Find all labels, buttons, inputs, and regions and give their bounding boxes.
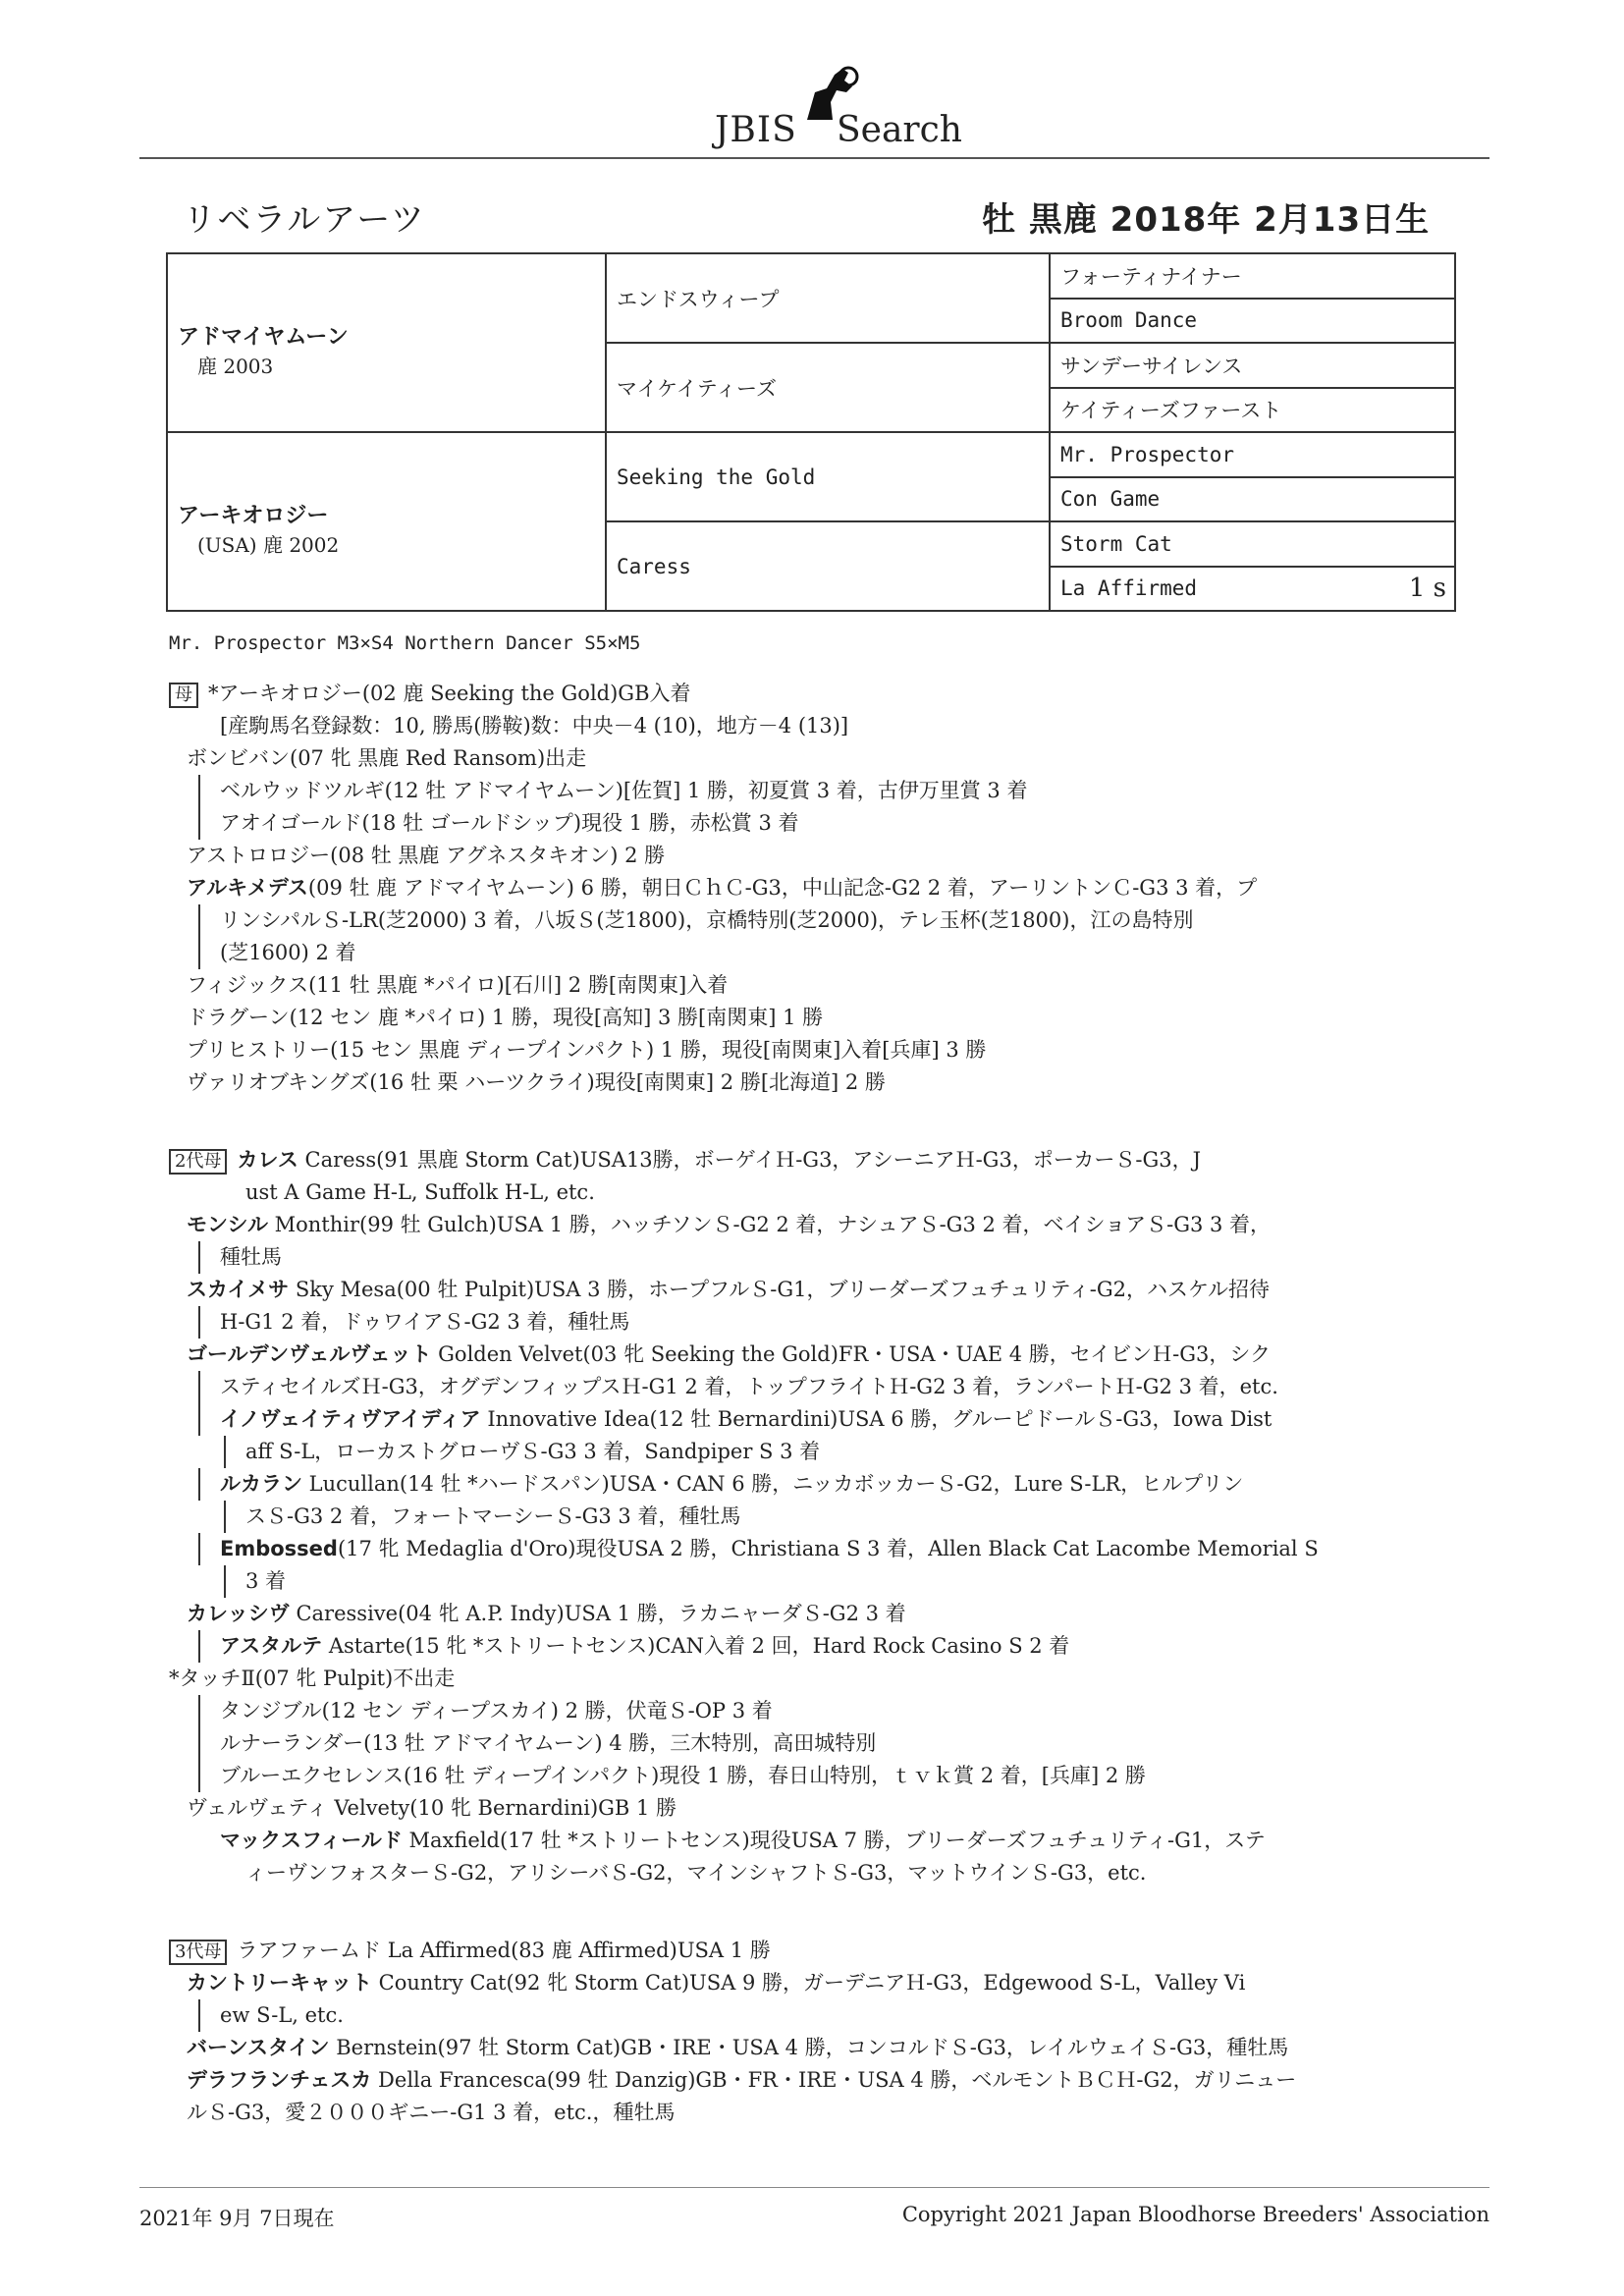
record-text: ィーヴンフォスターＳ-G2，アリシーバＳ-G2，マインシャフトＳ-G3，マットウインＳ-G3，etc. xyxy=(245,1861,1147,1885)
section-gap xyxy=(169,1099,1416,1144)
record-text: スティセイルズＨ-G3，オグデンフィップスＨ-G1 2 着，トップフライトＨ-G2 3 着，ランパートＨ-G2 3 着，etc. xyxy=(220,1375,1278,1398)
record-line xyxy=(169,1663,1416,1695)
record-text: フィジックス(11 牡 黒鹿 *パイロ)[石川] 2 勝[南関東]入着 xyxy=(187,973,729,997)
record-text: ボンビバン(07 牝 黒鹿 Red Ransom)出走 xyxy=(187,746,587,770)
record-text: H-G1 2 着，ドゥワイアＳ-G2 3 着，種牡馬 xyxy=(220,1310,630,1334)
pedigree-g3-7: Storm Cat xyxy=(1050,521,1455,567)
record-text: [産駒馬名登録数：10, 勝馬(勝鞍)数：中央－4 (10)，地方－4 (13)] xyxy=(220,714,849,738)
record-line xyxy=(187,2064,1416,2097)
record-text: ew S-L, etc. xyxy=(220,2003,344,2027)
record-text: Maxfield(17 牡 *ストリートセンス)現役USA 7 勝，ブリーダーズフュチュリティ-G1，ステ xyxy=(402,1829,1266,1852)
horse-bold-name: Embossed xyxy=(220,1537,338,1560)
record-text: プリヒストリー(15 セン 黒鹿 ディープインパクト) 1 勝，現役[南関東]入着[兵庫] 3 勝 xyxy=(187,1038,987,1062)
record-line xyxy=(224,1501,1416,1533)
generation-tag: 2代母 xyxy=(169,1149,227,1175)
section-gap xyxy=(169,1889,1416,1935)
pedigree-sire-sire: エンドスウィープ xyxy=(606,253,1050,343)
record-line xyxy=(187,2032,1416,2064)
pedigree-sire-dam: マイケイティーズ xyxy=(606,343,1050,432)
record-text: Astarte(15 牝 *ストリートセンス)CAN入着 2 回，Hard Rock Casino S 2 着 xyxy=(322,1634,1070,1658)
record-text: Della Francesca(99 牡 Danzig)GB・FR・IRE・USA 4 勝，ベルモントＢＣＨ-G2，ガリニュー xyxy=(371,2068,1297,2092)
record-line xyxy=(198,775,1416,807)
record-line xyxy=(187,2097,1416,2129)
record-text: スＳ-G3 2 着，フォートマーシーＳ-G3 3 着，種牡馬 xyxy=(245,1504,741,1528)
record-line xyxy=(224,1436,1416,1468)
record-text: ドラグーン(12 セン 鹿 *パイロ) 1 勝，現役[高知] 3 勝[南関東] 1 勝 xyxy=(187,1006,824,1029)
record-text: *アーキオロジー(02 鹿 Seeking the Gold)GB入着 xyxy=(208,682,691,705)
pedigree-g3-2: Broom Dance xyxy=(1050,299,1455,344)
inbreeding-note: Mr. Prospector M3×S4 Northern Dancer S5×M5 xyxy=(169,632,641,654)
horse-bold-name: デラフランチェスカ xyxy=(187,2068,372,2092)
footer-date: 2021年 9月 7日現在 xyxy=(139,2207,335,2230)
record-line xyxy=(245,1176,1416,1209)
pedigree-dam-cell xyxy=(167,432,606,611)
record-text: (芝1600) 2 着 xyxy=(220,941,356,964)
footer-copyright: Copyright 2021 Japan Bloodhorse Breeders' Association xyxy=(901,2203,1489,2226)
record-text: Lucullan(14 牡 *ハードスパン)USA・CAN 6 勝，ニッカボッカーＳ-G2，Lure S-LR，ヒルプリン xyxy=(302,1472,1244,1496)
pedigree-g3-6: Con Game xyxy=(1050,477,1455,522)
logo-jbis-text: JBIS xyxy=(715,110,797,150)
horse-bold-name: バーンスタイン xyxy=(187,2036,330,2059)
horse-bold-name: モンシル xyxy=(187,1213,268,1236)
horse-bold-name: ルカラン xyxy=(220,1472,302,1496)
horse-bold-name: アルキメデス xyxy=(187,876,308,900)
record-line xyxy=(224,1565,1416,1598)
record-line xyxy=(187,742,1416,775)
record-line xyxy=(187,1792,1416,1825)
record-line xyxy=(245,1857,1416,1889)
record-text: (09 牡 鹿 アドマイヤムーン) 6 勝，朝日ＣｈＣ-G3，中山記念-G2 2 着，アーリントンＣ-G3 3 着，プ xyxy=(307,876,1258,900)
record-line xyxy=(187,969,1416,1002)
record-text: ブルーエクセレンス(16 牡 ディープインパクト)現役 1 勝，春日山特別，ｔｖｋ賞 2 着，[兵庫] 2 勝 xyxy=(220,1764,1146,1787)
record-line xyxy=(187,1274,1416,1306)
record-text: Caress(91 黒鹿 Storm Cat)USA13勝，ボーゲイＨ-G3，アシーニアＨ-G3，ポーカーＳ-G3，J xyxy=(298,1148,1202,1172)
record-line xyxy=(198,1241,1416,1274)
horse-bold-name: ゴールデンヴェルヴェット xyxy=(187,1342,432,1366)
bottom-divider xyxy=(139,2187,1489,2188)
record-line xyxy=(187,1967,1416,1999)
record-line xyxy=(187,872,1416,904)
horse-meta: 牡 黒鹿 2018年 2月13日生 xyxy=(982,200,1431,240)
horse-bold-name: イノヴェイティヴアイディア xyxy=(220,1407,481,1431)
horse-bold-name: カレス xyxy=(237,1148,298,1172)
pedigree-g3-8 xyxy=(1050,567,1455,612)
record-text: Sky Mesa(00 牡 Pulpit)USA 3 勝，ホープフルＳ-G1，ブリーダーズフュチュリティ-G2，ハスケル招待 xyxy=(289,1278,1270,1301)
record-line xyxy=(169,1935,1416,1967)
record-line xyxy=(198,1533,1416,1565)
record-text: 3 着 xyxy=(245,1569,287,1593)
horse-bold-name: アスタルテ xyxy=(220,1634,323,1658)
record-text: aff S-L，ローカストグローヴＳ-G3 3 着，Sandpiper S 3 着 xyxy=(245,1440,821,1463)
pedigree-dam-sire: Seeking the Gold xyxy=(606,432,1050,521)
record-text: ヴェルヴェティ Velvety(10 牝 Bernardini)GB 1 勝 xyxy=(187,1796,677,1820)
record-line xyxy=(198,1468,1416,1501)
pedigree-g3-3: サンデーサイレンス xyxy=(1050,343,1455,388)
record-line xyxy=(187,1339,1416,1371)
record-text: リンシパルＳ-LR(芝2000) 3 着，八坂Ｓ(芝1800)，京橋特別(芝2000)，テレ玉杯(芝1800)，江の島特別 xyxy=(220,908,1194,932)
record-text: ルナーランダー(13 牡 アドマイヤムーン) 4 勝，三木特別，高田城特別 xyxy=(220,1731,877,1755)
record-text: タンジブル(12 セン ディープスカイ) 2 勝，伏竜Ｓ-OP 3 着 xyxy=(220,1699,773,1722)
horse-bold-name: カレッシヴ xyxy=(187,1602,290,1625)
record-line xyxy=(187,1034,1416,1066)
record-line xyxy=(198,1371,1416,1403)
record-line xyxy=(198,1727,1416,1760)
record-line xyxy=(187,1002,1416,1034)
record-line xyxy=(198,937,1416,969)
record-text: Caressive(04 牝 A.P. Indy)USA 1 勝，ラカニャーダＳ-G2 3 着 xyxy=(289,1602,906,1625)
ls-mark: 1 s xyxy=(1408,573,1446,603)
dam-info: (USA) 鹿 2002 xyxy=(197,533,340,557)
record-text: Monthir(99 牡 Gulch)USA 1 勝，ハッチソンＳ-G2 2 着，ナシュアＳ-G3 2 着，ベイショアＳ-G3 3 着， xyxy=(267,1213,1272,1236)
record-line xyxy=(187,1598,1416,1630)
record-text: *タッチⅡ(07 牝 Pulpit)不出走 xyxy=(169,1667,456,1690)
sire-info: 鹿 2003 xyxy=(197,355,274,378)
record-line xyxy=(169,1144,1416,1176)
family-record xyxy=(169,678,1416,2129)
record-text: Bernstein(97 牡 Storm Cat)GB・IRE・USA 4 勝，コンコルドＳ-G3，レイルウェイＳ-G3，種牡馬 xyxy=(329,2036,1289,2059)
top-divider xyxy=(139,157,1489,159)
pedigree-sire-cell xyxy=(167,253,606,432)
pedigree-g3-4: ケイティーズファースト xyxy=(1050,388,1455,433)
horse-bold-name: カントリーキャット xyxy=(187,1971,372,1995)
record-text: ust A Game H-L, Suffolk H-L, etc. xyxy=(245,1180,595,1204)
record-text: ヴァリオブキングズ(16 牡 栗 ハーツクライ)現役[南関東] 2 勝[北海道] 2 勝 xyxy=(187,1070,886,1094)
horse-bold-name: マックスフィールド xyxy=(220,1829,403,1852)
horse-name: リベラルアーツ xyxy=(183,200,426,240)
record-line xyxy=(187,1209,1416,1241)
record-line xyxy=(169,678,1416,710)
record-line xyxy=(198,1999,1416,2032)
record-text: ベルウッドツルギ(12 牡 アドマイヤムーン)[佐賀] 1 勝，初夏賞 3 着，古伊万里賞 3 着 xyxy=(220,779,1028,802)
record-line xyxy=(198,1630,1416,1663)
pedigree-g3-5: Mr. Prospector xyxy=(1050,432,1455,477)
pedigree-dam-dam: Caress xyxy=(606,521,1050,611)
pedigree-table xyxy=(166,252,1456,612)
horse-bold-name: スカイメサ xyxy=(187,1278,290,1301)
record-text: Country Cat(92 牝 Storm Cat)USA 9 勝，ガーデニアＨ-G3，Edgewood S-L，Valley Vi xyxy=(372,1971,1246,1995)
sire-name: アドマイヤムーン xyxy=(178,325,349,350)
pedigree-g3-1: フォーティナイナー xyxy=(1050,253,1455,299)
record-line xyxy=(198,1695,1416,1727)
record-line xyxy=(198,807,1416,840)
record-line xyxy=(198,1760,1416,1792)
record-text: ルＳ-G3，愛２０００ギニー-G1 3 着，etc.，種牡馬 xyxy=(187,2101,676,2124)
record-line xyxy=(187,840,1416,872)
record-text: アオイゴールド(18 牡 ゴールドシップ)現役 1 勝，赤松賞 3 着 xyxy=(220,811,799,835)
logo-search-text: Search xyxy=(837,110,962,150)
record-text: ラアファームド La Affirmed(83 鹿 Affirmed)USA 1 勝 xyxy=(237,1939,771,1962)
dam-name: アーキオロジー xyxy=(178,504,329,528)
record-text: Innovative Idea(12 牡 Bernardini)USA 6 勝，グルーピドールＳ-G3，Iowa Dist xyxy=(480,1407,1272,1431)
generation-tag: 3代母 xyxy=(169,1940,227,1965)
record-text: (17 牝 Medaglia d'Oro)現役USA 2 勝，Christiana S 3 着，Allen Black Cat Lacombe Memorial S xyxy=(337,1537,1319,1560)
record-text: 種牡馬 xyxy=(220,1245,282,1269)
record-text: アストロロジー(08 牡 黒鹿 アグネスタキオン) 2 勝 xyxy=(187,844,666,867)
generation-tag: 母 xyxy=(169,683,198,708)
pedigree-g3-8-name: La Affirmed xyxy=(1060,576,1198,601)
record-line xyxy=(198,1306,1416,1339)
record-line xyxy=(220,710,1416,742)
record-text: Golden Velvet(03 牝 Seeking the Gold)FR・USA・UAE 4 勝，セイビンＨ-G3，シク xyxy=(431,1342,1271,1366)
record-line xyxy=(198,1403,1416,1436)
record-line xyxy=(187,1066,1416,1099)
jbis-search-logo xyxy=(707,59,962,157)
record-line xyxy=(220,1825,1416,1857)
record-line xyxy=(198,904,1416,937)
